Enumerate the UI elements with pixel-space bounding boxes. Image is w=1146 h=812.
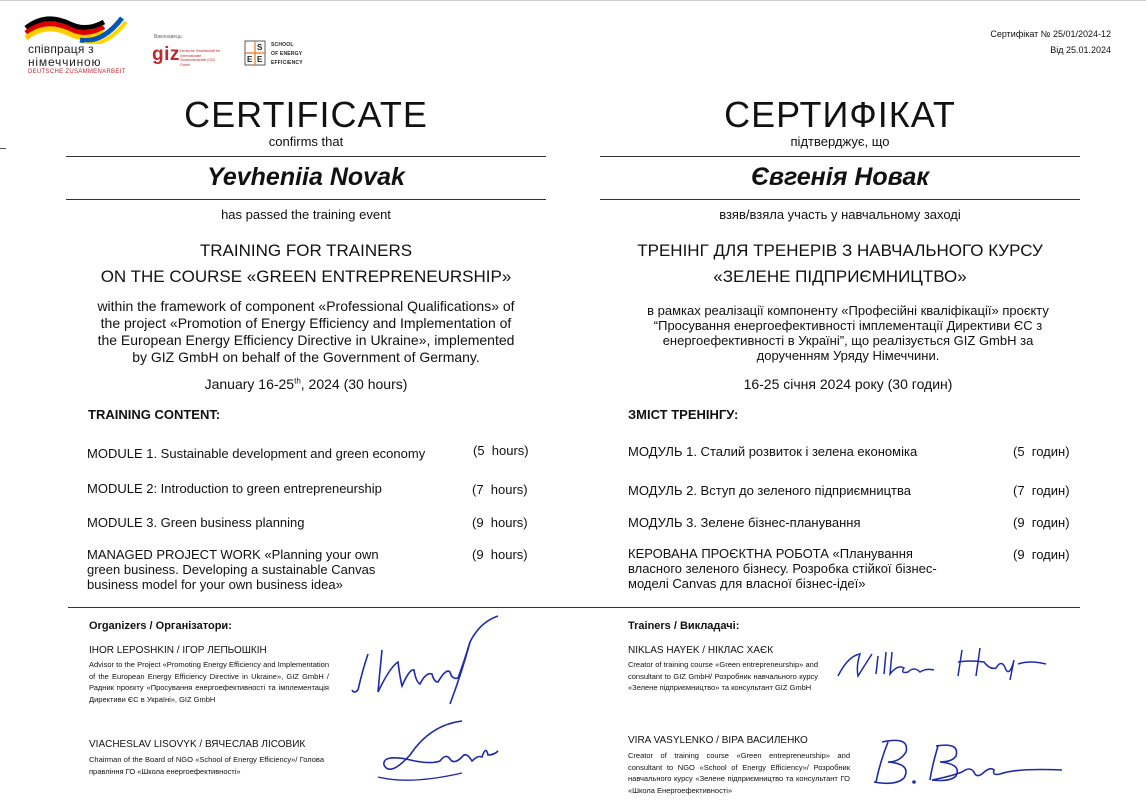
trainer-1-role: Creator of training course «Green entrepreneurship» and consultant to GIZ GmbH/ Розробник навчального курсу «Зелене підприємництво» та консультант GIZ GmbH	[628, 660, 818, 693]
top-edge	[0, 0, 1146, 1]
trainer-2-signature	[866, 732, 1066, 792]
trainer-2-name: VIRA VASYLENKO / ВІРА ВАСИЛЕНКО	[628, 735, 808, 746]
en-module-4-hours: (9 hours)	[472, 547, 528, 562]
en-module-1-hours: (5 hours)	[473, 443, 529, 458]
see-letter-1: S	[257, 43, 263, 52]
uk-framework-line4: дорученням Уряду Німеччини.	[756, 348, 940, 363]
organizer-2-role: Chairman of the Board of NGO «School of Energy Efficiency»/ Голова правління ГО «Школа енергоефективності»	[89, 755, 324, 776]
uk-framework-line1: в рамках реалізації компоненту «Професійні кваліфікації» проєкту	[647, 303, 1049, 318]
trainer-1-name: NIKLAS HAYEK / НІКЛАС ХАЄК	[628, 645, 774, 656]
uk-passed: взяв/взяла участь у навчальному заході	[719, 207, 961, 222]
uk-course-line1: ТРЕНІНГ ДЛЯ ТРЕНЕРІВ З НАВЧАЛЬНОГО КУРСУ	[637, 241, 1043, 260]
school-line-3: EFFICIENCY	[271, 60, 303, 66]
en-module-3-hours: (9 hours)	[472, 515, 528, 530]
en-framework-line4: by GIZ GmbH on behalf of the Government of Germany.	[132, 349, 480, 365]
uk-title: СЕРТИФІКАТ	[724, 94, 956, 135]
en-confirms: confirms that	[268, 134, 344, 149]
en-name-bottom-rule	[66, 199, 546, 200]
en-dates	[66, 376, 546, 392]
organizer-1-role: Advisor to the Project «Promoting Energy Efficiency and Implementation of the European Energy Efficiency Directive in Ukraine», GIZ GmbH / Радник проєкту «Просування енергоефективності та імплементація Директиви ЄС в Україні», GIZ GmbH	[89, 660, 329, 704]
organizers-heading: Organizers / Організатори:	[89, 620, 232, 632]
uk-course-title	[600, 238, 1080, 290]
cooperation-line2: німеччиною	[28, 55, 102, 69]
uk-module-1-hours: (5 годин)	[1013, 444, 1070, 459]
school-energy-efficiency-logo	[244, 40, 314, 70]
flag-ribbon-icon	[24, 14, 134, 44]
trainer-2-role: Creator of training course «Green entrepreneurship» and consultant to NGO «School of Energy Efficiency»/ Розробник навчального курсу «Зелене підприємництво та консультант ГО «Школа Енергоефективності»	[628, 751, 850, 795]
en-framework-line2: the project «Promotion of Energy Efficiency and Implementation of	[100, 315, 512, 331]
en-dates-pre: January 16-25	[204, 376, 295, 392]
en-framework-line1: within the framework of component «Professional Qualifications» of	[97, 298, 515, 314]
organizer-2-signature	[370, 715, 500, 795]
margin-tick	[0, 148, 6, 149]
uk-framework-line3: енергоефективності в Україні”, що реалізується GIZ GmbH за	[662, 333, 1034, 348]
uk-module-4: КЕРОВАНА ПРОЄКТНА РОБОТА «Планування власного зеленого бізнесу. Розробка стійкої бізнес-моделі Canvas для власної бізнес-ідеї»	[628, 546, 937, 591]
giz-prefix: Виконавець:	[154, 34, 183, 40]
en-content-heading: TRAINING CONTENT:	[88, 407, 221, 422]
uk-recipient-name: Євгенія Новак	[750, 163, 930, 191]
organizer-2-name: VIACHESLAV LISOVYK / ВЯЧЕСЛАВ ЛІСОВИК	[89, 739, 306, 750]
trainers-heading: Trainers / Викладачі:	[628, 620, 740, 632]
school-line-1: SCHOOL	[271, 42, 294, 48]
giz-wordmark: giz	[152, 44, 180, 65]
see-letter-3: E	[257, 55, 263, 64]
uk-module-4-hours: (9 годин)	[1013, 547, 1070, 562]
uk-content-heading: ЗМІСТ ТРЕНІНГУ:	[628, 407, 739, 422]
school-logo-text	[271, 41, 303, 68]
uk-dates: 16-25 січня 2024 року (30 годин)	[743, 376, 953, 392]
uk-framework-line2: “Просування енергоефективності імплементації Директиви ЄС з	[653, 318, 1043, 333]
uk-module-2-hours: (7 годин)	[1013, 483, 1070, 498]
en-module-4: MANAGED PROJECT WORK «Planning your own green business. Developing a sustainable Canvas business model for your own business idea»	[87, 547, 379, 592]
en-module-1: MODULE 1. Sustainable development and green economy	[87, 446, 426, 461]
uk-module-1: МОДУЛЬ 1. Сталий розвиток і зелена економіка	[628, 444, 918, 459]
en-framework-line3: the European Energy Efficiency Directive in Ukraine», implemented	[97, 332, 515, 348]
en-dates-sup: th	[294, 376, 301, 386]
organizer-1-name: IHOR LEPOSHKIN / ІГОР ЛЕПЬОШКІН	[89, 645, 267, 656]
certificate-number	[990, 26, 1111, 58]
cooperation-line3: DEUTSCHE ZUSAMMENARBEIT	[28, 69, 126, 75]
en-passed: has passed the training event	[221, 207, 391, 222]
uk-course-line2: «ЗЕЛЕНЕ ПІДПРИЄМНИЦТВО»	[713, 267, 967, 286]
certificate-date-line: Від 25.01.2024	[1050, 45, 1111, 55]
signatures-divider	[68, 607, 1080, 608]
en-dates-post: , 2024 (30 hours)	[300, 376, 408, 392]
uk-name-top-rule	[600, 156, 1080, 157]
en-framework	[56, 298, 556, 366]
school-line-2: OF ENERGY	[271, 51, 303, 57]
en-module-3: MODULE 3. Green business planning	[87, 515, 305, 530]
cooperation-line1: співпраця з	[28, 42, 94, 56]
certificate-number-line: Сертифікат № 25/01/2024-12	[990, 29, 1111, 39]
en-module-2: MODULE 2: Introduction to green entrepreneurship	[87, 481, 382, 496]
see-letter-2: E	[247, 55, 253, 64]
uk-module-3: МОДУЛЬ 3. Зелене бізнес-планування	[628, 515, 861, 530]
en-name-top-rule	[66, 156, 546, 157]
uk-confirms: підтверджує, що	[790, 134, 890, 149]
en-title: CERTIFICATE	[184, 94, 428, 135]
en-recipient-name: Yevheniia Novak	[207, 163, 405, 191]
giz-tagline: Deutsche Gesellschaft für Internationale Zusammenarbeit (GIZ) GmbH	[180, 49, 221, 67]
en-course-line2: ON THE COURSE «GREEN ENTREPRENEURSHIP»	[100, 267, 512, 286]
organizer-1-signature	[350, 612, 510, 707]
uk-module-3-hours: (9 годин)	[1013, 515, 1070, 530]
trainer-1-signature	[834, 646, 1054, 686]
see-mark-icon	[244, 40, 266, 66]
giz-logo	[152, 32, 232, 72]
en-module-2-hours: (7 hours)	[472, 482, 528, 497]
cooperation-logo	[24, 14, 134, 76]
en-course-line1: TRAINING FOR TRAINERS	[199, 241, 413, 260]
uk-framework	[598, 303, 1098, 363]
uk-name-bottom-rule	[600, 199, 1080, 200]
en-course-title	[66, 238, 546, 290]
uk-module-2: МОДУЛЬ 2. Вступ до зеленого підприємництва	[628, 483, 911, 498]
